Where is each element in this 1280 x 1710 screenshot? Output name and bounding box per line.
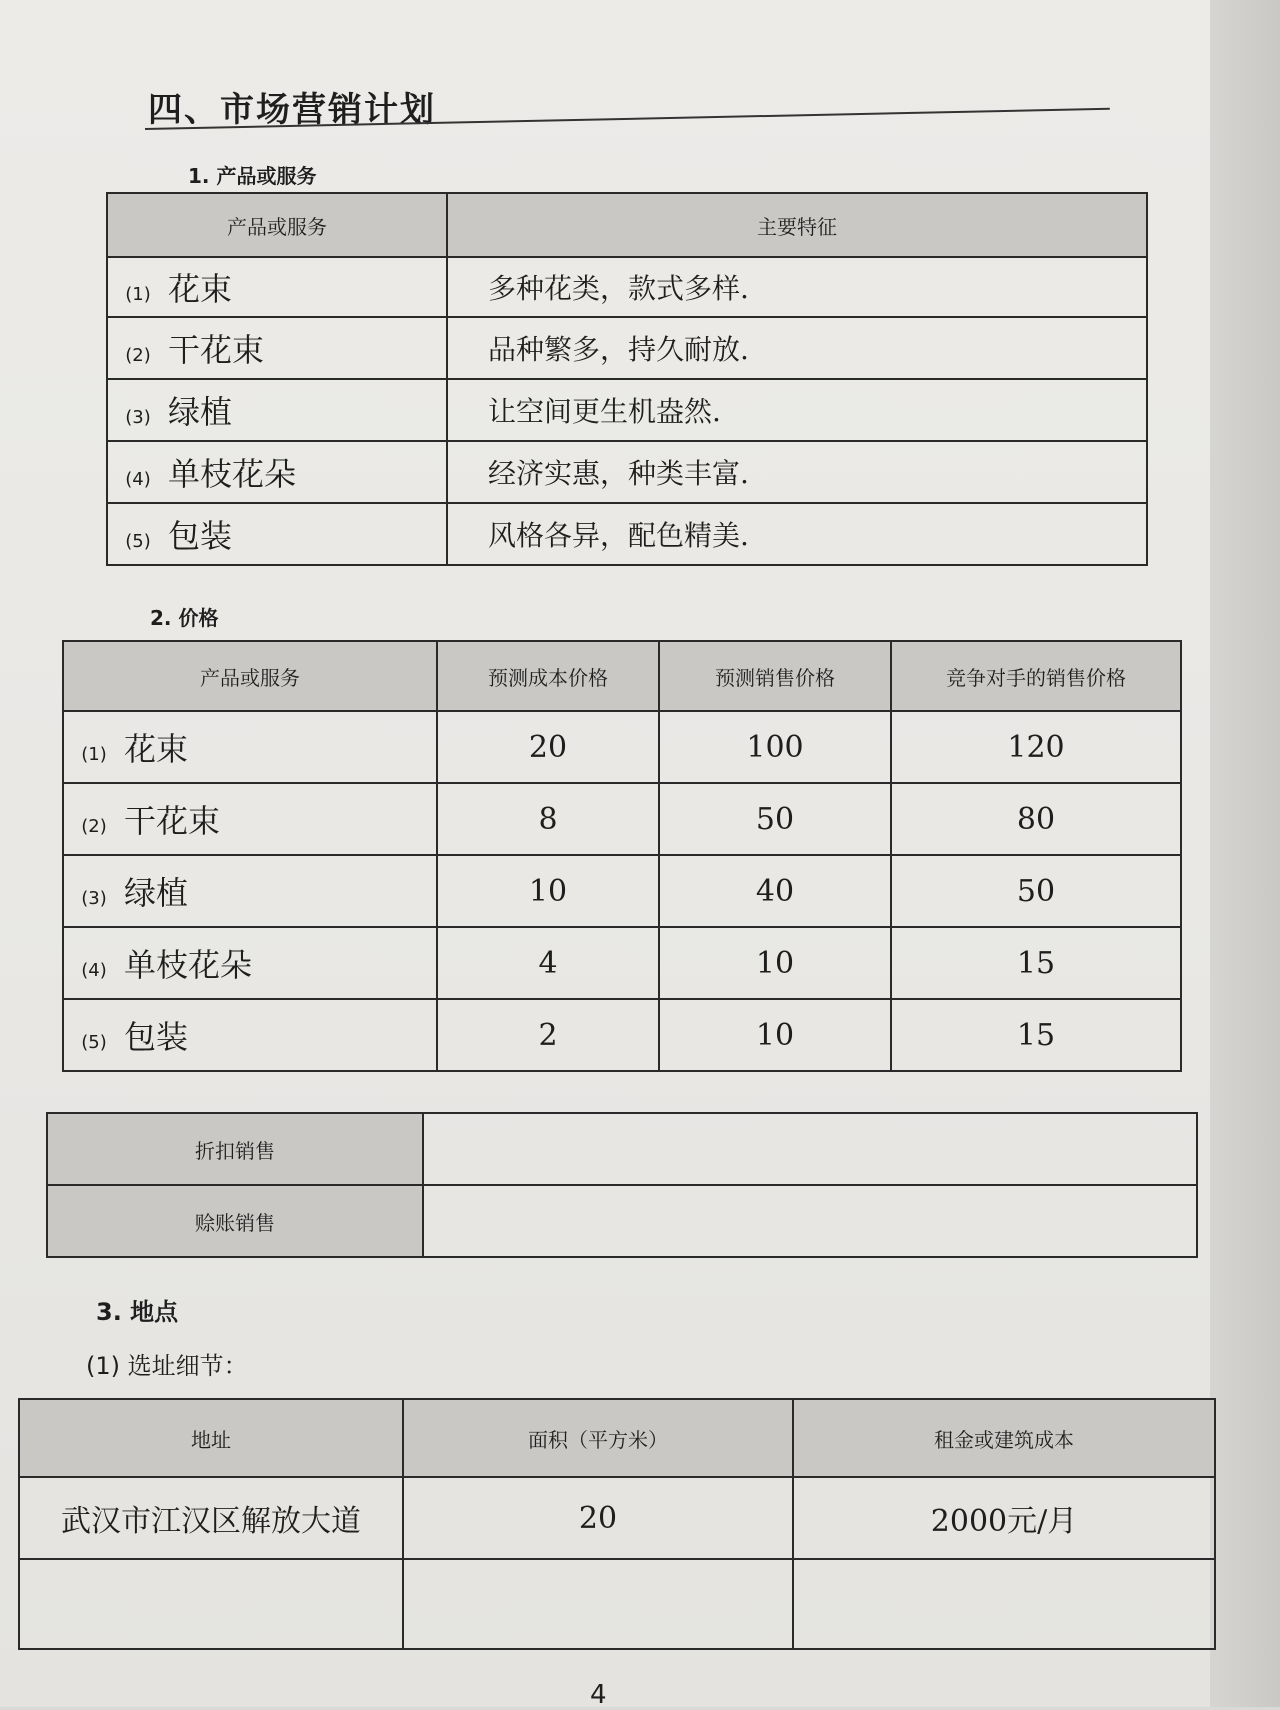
product-name: 绿植	[168, 393, 233, 431]
col-header-product: 产品或服务	[107, 193, 447, 257]
competitor-price: 15	[891, 927, 1181, 999]
competitor-price: 80	[891, 783, 1181, 855]
col-header-sale: 预测销售价格	[659, 641, 891, 711]
col-header-features: 主要特征	[447, 193, 1147, 257]
product-name: 包装	[168, 517, 233, 555]
product-feature: 品种繁多，持久耐放.	[488, 333, 749, 366]
cost-price: 20	[437, 711, 659, 783]
sale-price: 10	[659, 999, 891, 1071]
row-index: (2)	[81, 816, 107, 837]
row-index: (3)	[81, 888, 107, 909]
table-row	[107, 317, 1147, 379]
row-index: (1)	[125, 284, 151, 305]
product-feature: 经济实惠，种类丰富.	[488, 457, 749, 490]
section-1-label: 1. 产品或服务	[188, 164, 317, 188]
cost-price: 10	[437, 855, 659, 927]
next-page-edge	[1210, 0, 1280, 1707]
address-value: 武汉市江汉区解放大道	[61, 1504, 361, 1539]
cost-price: 8	[437, 783, 659, 855]
col-header-competitor: 竞争对手的销售价格	[891, 641, 1181, 711]
rent-value: 2000元/月	[793, 1477, 1215, 1559]
product-name: 花束	[168, 270, 233, 308]
row-index: (4)	[81, 960, 107, 981]
row-index: (5)	[125, 531, 151, 552]
credit-sales-label: 赊账销售	[47, 1185, 423, 1257]
col-header-product: 产品或服务	[63, 641, 437, 711]
sale-price: 10	[659, 927, 891, 999]
competitor-price: 15	[891, 999, 1181, 1071]
col-header-address: 地址	[19, 1399, 403, 1477]
discount-sales-value	[423, 1113, 1197, 1185]
table-row	[19, 1477, 1215, 1559]
competitor-price: 50	[891, 855, 1181, 927]
table-row	[63, 711, 1181, 783]
row-index: (2)	[125, 345, 151, 366]
product-name: 单枝花朵	[168, 455, 297, 493]
row-index: (4)	[125, 469, 151, 490]
product-feature: 风格各异，配色精美.	[488, 519, 749, 552]
table-row	[107, 503, 1147, 565]
row-index: (1)	[81, 744, 107, 765]
page-number: 4	[590, 1680, 607, 1710]
table-row	[19, 1559, 1215, 1649]
cost-price: 2	[437, 999, 659, 1071]
products-table	[106, 192, 1148, 566]
section-2-label: 2. 价格	[150, 606, 219, 630]
sale-price: 40	[659, 855, 891, 927]
table-row	[63, 999, 1181, 1071]
product-name: 绿植	[124, 874, 189, 912]
product-feature: 让空间更生机盎然.	[488, 395, 721, 428]
product-name: 花束	[124, 730, 189, 768]
table-row	[107, 257, 1147, 317]
discount-sales-label: 折扣销售	[47, 1113, 423, 1185]
product-feature: 多种花类，款式多样.	[488, 272, 749, 305]
table-row	[63, 855, 1181, 927]
table-row	[63, 783, 1181, 855]
row-index: (3)	[125, 407, 151, 428]
product-name: 干花束	[168, 331, 265, 369]
credit-sales-value	[423, 1185, 1197, 1257]
table-row	[107, 379, 1147, 441]
row-index: (5)	[81, 1032, 107, 1053]
product-name: 包装	[124, 1018, 189, 1056]
product-name: 干花束	[124, 802, 221, 840]
sale-price: 50	[659, 783, 891, 855]
cost-price: 4	[437, 927, 659, 999]
section-3-label: 3. 地点	[96, 1298, 179, 1326]
table-row	[63, 927, 1181, 999]
table-row	[107, 441, 1147, 503]
sales-terms-table	[46, 1112, 1198, 1258]
competitor-price: 120	[891, 711, 1181, 783]
product-name: 单枝花朵	[124, 946, 253, 984]
price-table	[62, 640, 1182, 1072]
col-header-area: 面积（平方米）	[403, 1399, 793, 1477]
col-header-cost: 预测成本价格	[437, 641, 659, 711]
section-title: 四、市场营销计划	[148, 90, 436, 130]
location-table	[18, 1398, 1216, 1650]
col-header-rent: 租金或建筑成本	[793, 1399, 1215, 1477]
area-value: 20	[403, 1477, 793, 1559]
sale-price: 100	[659, 711, 891, 783]
site-details-label: (1) 选址细节：	[86, 1352, 248, 1380]
